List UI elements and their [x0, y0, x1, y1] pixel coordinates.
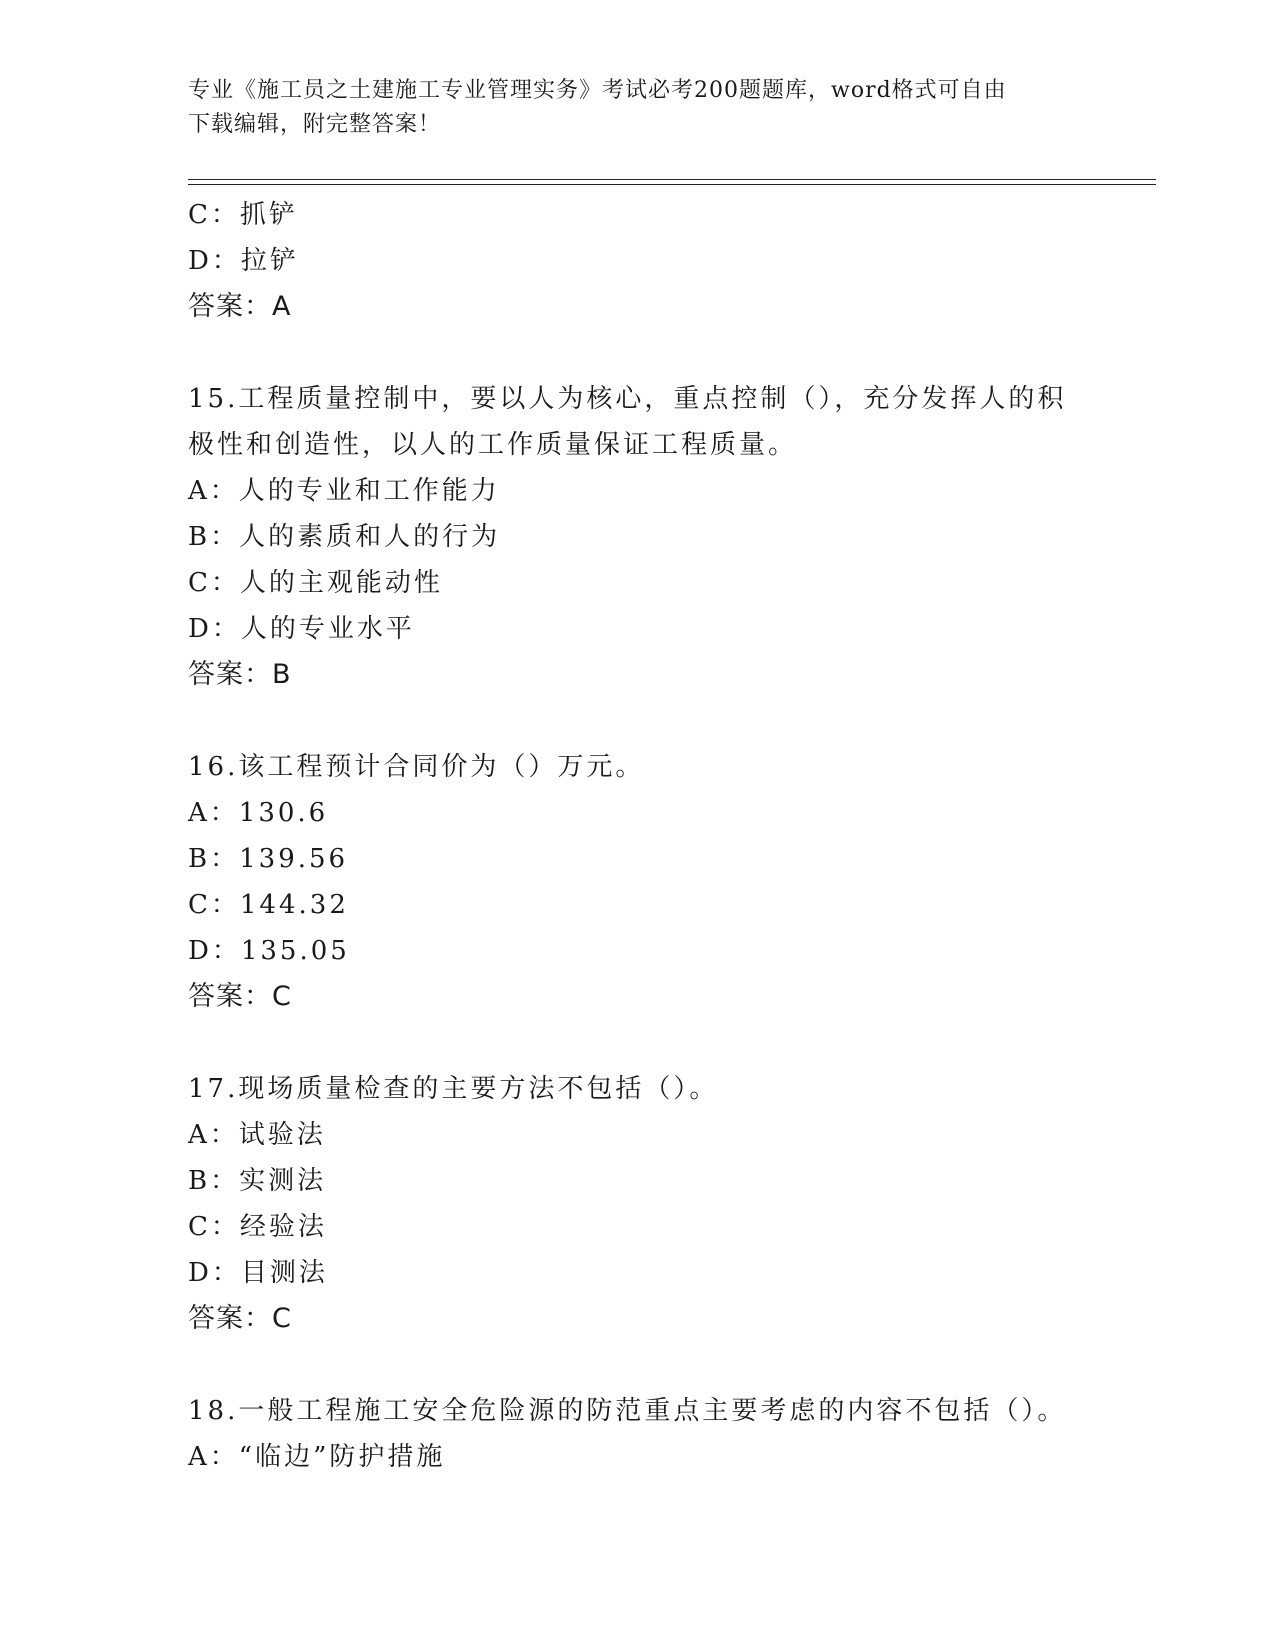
header-title-line-2: 下载编辑，附完整答案！: [188, 112, 442, 137]
option-b: B：139.56: [188, 844, 349, 874]
answer-line: 答案：C: [188, 981, 292, 1012]
question-block-14: [188, 192, 1088, 330]
header-divider-bottom: [188, 184, 1156, 185]
option-c: C：144.32: [188, 890, 349, 920]
answer-line: 答案：A: [188, 291, 292, 322]
question-text-continued: 极性和创造性，以人的工作质量保证工程质量。: [188, 430, 798, 460]
option-a: A：人的专业和工作能力: [188, 476, 500, 506]
option-b: B：人的素质和人的行为: [188, 522, 501, 552]
option-a: A：“临边”防护措施: [188, 1442, 446, 1472]
header-title-line-1: 专业《施工员之土建施工专业管理实务》考试必考200题题库，word格式可自由: [188, 78, 1007, 103]
option-a: A：试验法: [188, 1120, 326, 1150]
question-block-18: [188, 1388, 1088, 1480]
question-text: 15.工程质量控制中，要以人为核心，重点控制（），充分发挥人的积: [188, 384, 1067, 414]
option-c: C：经验法: [188, 1212, 327, 1242]
option-d: D：人的专业水平: [188, 614, 415, 644]
option-d: D：135.05: [188, 936, 350, 966]
header-divider-top: [188, 179, 1156, 180]
question-text: 18.一般工程施工安全危险源的防范重点主要考虑的内容不包括（）。: [188, 1396, 1067, 1426]
question-block-17: [188, 1066, 1088, 1342]
question-block-16: [188, 744, 1088, 1020]
option-a: A：130.6: [188, 798, 329, 828]
spacer: [188, 698, 1088, 744]
spacer: [188, 330, 1088, 376]
answer-line: 答案：C: [188, 1303, 292, 1334]
document-header: [188, 74, 1088, 142]
question-list: [188, 192, 1088, 1480]
option-c: C：抓铲: [188, 200, 298, 230]
option-d: D：拉铲: [188, 246, 299, 276]
answer-line: 答案：B: [188, 659, 292, 690]
question-text: 17.现场质量检查的主要方法不包括（）。: [188, 1074, 719, 1104]
option-b: B：实测法: [188, 1166, 327, 1196]
spacer: [188, 1342, 1088, 1388]
spacer: [188, 1020, 1088, 1066]
option-c: C：人的主观能动性: [188, 568, 443, 598]
option-d: D：目测法: [188, 1258, 328, 1288]
question-text: 16.该工程预计合同价为（）万元。: [188, 752, 645, 782]
question-block-15: [188, 376, 1088, 698]
